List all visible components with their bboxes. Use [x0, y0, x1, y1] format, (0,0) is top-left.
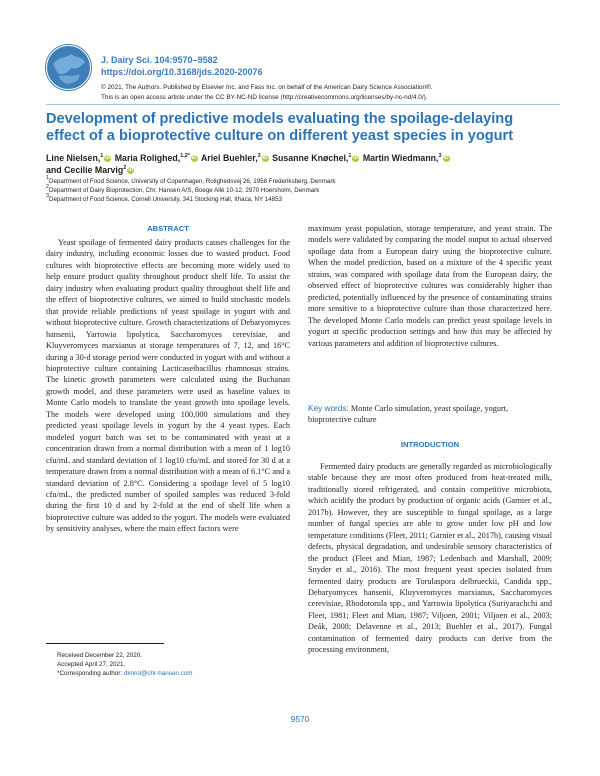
- footnotes: [57, 652, 193, 678]
- email-link[interactable]: dknrol@chr-hansen.com: [123, 669, 193, 677]
- header-divider: [46, 104, 560, 105]
- author-affiliation-mark: 1: [100, 153, 104, 159]
- abstract-text-continued: maximum yeast population, storage temperature, and yeast strain. The models were validated by comparing the model output to actual observed spoilage data from a European dairy using the bioprotective culture. When the model prediction, based on a mixture of the 4 specific yeast strains, was compared with spoilage data from the European dairy, the observed effect of bioprotective cultures was considerably higher than predicted, potentially influenced by the presence of contaminating strains more sensitive to a bioprotective culture than those characterized here. The developed Monte Carlo models can predict yeast spoilage levels in yogurt at specific production settings and how this may be affected by various parameters and addition of bioprotective cultures.: [308, 224, 552, 348]
- doi-link[interactable]: https://doi.org/10.3168/jds.2020-20076: [101, 67, 263, 77]
- author-affiliation-mark: 2: [123, 165, 127, 171]
- journal-reference: J. Dairy Sci. 104:9570–9582: [101, 55, 218, 65]
- globe-icon: [45, 44, 92, 91]
- abstract-right-column: [308, 223, 552, 349]
- copyright-line: © 2021, The Authors. Published by Elsevier Inc. and Fass Inc. on behalf of the American Dairy Science Association®.: [101, 84, 433, 91]
- author-affiliation-mark: 1: [348, 153, 352, 159]
- received-date: Received December 22, 2020.: [57, 652, 143, 659]
- author-affiliation-mark: 1,2*: [180, 153, 190, 159]
- footnote-divider: [46, 643, 164, 644]
- orcid-icon[interactable]: iD: [191, 155, 197, 162]
- author-name: Line Nielsen,: [46, 153, 101, 163]
- orcid-icon[interactable]: iD: [105, 155, 111, 162]
- keywords-text: Monte Carlo simulation, yeast spoilage, yogurt, bioprotective culture: [308, 404, 509, 425]
- affiliations: [46, 175, 560, 205]
- author-name: Ariel Buehler,: [200, 153, 258, 163]
- affiliation-number: 3: [46, 192, 49, 199]
- author-list: [46, 152, 560, 176]
- orcid-icon[interactable]: iD: [443, 155, 449, 162]
- corresponding-label: *Corresponding author:: [57, 669, 123, 677]
- author-affiliation-mark: 3: [438, 153, 442, 159]
- author-name: and Cecilie Marvig: [46, 165, 124, 175]
- keywords-label: Key words:: [308, 404, 349, 413]
- affiliation: [46, 175, 560, 187]
- author-affiliation-mark: 3: [257, 153, 261, 159]
- affiliation-text: Department of Food Science, University of Copenhagen, Rolighedsvej 26, 1958 Frederiksberg, Denmark: [49, 178, 336, 185]
- author-name: Maria Rolighed,: [114, 153, 181, 163]
- copyright-notice: [101, 83, 561, 103]
- orcid-icon[interactable]: iD: [353, 155, 359, 162]
- affiliation-number: 1: [46, 175, 49, 181]
- license-line[interactable]: This is an open access article under the CC BY-NC-ND license (http://creativecommons.org/licenses/by-nc-nd/4.0/).: [101, 94, 428, 101]
- affiliation-text: Department of Dairy Bioprotection, Chr. Hansen A/S, Boege Allé 10-12, 2970 Hoersholm, Denmark: [49, 186, 320, 194]
- introduction-heading: INTRODUCTION: [400, 440, 460, 449]
- affiliation: [46, 183, 560, 196]
- journal-logo: [45, 44, 92, 91]
- introduction-text: Fermented dairy products are generally regarded as microbiologically stable because they are most often produced from heat-treated milk, traditionally stored refrigerated, and contain competitive microbiota, which acidify the product by production of organic acids (Garnier et al., 2017b). However, they are susceptible to fungal spoilage, as a large number of fungal species are able to grow under low pH and low temperature conditions (Fleet, 2011; Garnier et al., 2017b), causing visual defects, physical degradation, and undesirable sensory characteristics of the product (Fleet and Mian, 1987; Ledenbach and Marshall, 2009; Snyder et al., 2016). The most frequent yeast species isolated from fermented dairy products are Torulaspora delbrueckii, Candida spp., Debaryomyces hansenii, Kluyveromyces marxianus, Saccharomyces cerevisiae, Rhodotorula spp., and Yarrowia lipolytica (Suriyarachchi and Fleet, 1981; Fleet and Mian, 1987; Viljoen, 2001; Viljoen et al., 2003; Deák, 2008; Delavenne et al., 2013; Buehler et al., 2017). Fungal contamination of fermented dairy products can derive from the processing environment,: [308, 462, 552, 655]
- affiliation: [46, 192, 560, 205]
- author-name: Martin Wiedmann,: [362, 153, 439, 163]
- affiliation-text: Department of Food Science, Cornell University, 341 Stocking Hall, Ithaca, NY 14853: [49, 195, 282, 203]
- abstract-left-column: [46, 237, 290, 535]
- keywords: [308, 403, 552, 426]
- corresponding-author: [57, 670, 193, 679]
- page-number: 9570: [290, 714, 310, 724]
- author-name: Susanne Knøchel,: [272, 153, 349, 163]
- orcid-icon[interactable]: iD: [128, 167, 134, 174]
- introduction-column: [308, 461, 552, 656]
- orcid-icon[interactable]: iD: [262, 155, 268, 162]
- article-title: Development of predictive models evaluating the spoilage-delaying effect of a bioprotective culture on different yeast species in yogurt: [46, 111, 514, 144]
- affiliation-number: 2: [46, 183, 49, 190]
- abstract-text: Yeast spoilage of fermented dairy products causes challenges for the dairy industry, including economic losses due to wasted product. Food cultures with bioprotective effects are becoming more widely used to help ensure product quality throughout product shelf life. To assist the dairy industry when evaluating product quality throughout shelf life and the effect of bioprotective cultures, we aimed to build stochastic models that provide reliable predictions of yeast spoilage in yogurt with and without bioprotective culture. Growth characterizations of Debaryomyces hansenii, Yarrowia lipolytica, Saccharomyces cerevisiae, and Kluyveromyces marxianus at storage temperatures of 7, 12, and 16°C during a 30-d storage period were conducted in yogurt with and without a bioprotective culture containing Lacticaseibacillus rhamnosus strains. The kinetic growth parameters were calculated using the Buchanan growth model, and these parameters were used as baseline values in Monte Carlo models to translate the yeast growth into spoilage levels. The models were developed using 100,000 simulations and they predicted yeast spoilage levels in yogurt by the 4 yeast types. Each modeled yogurt batch was set to be contaminated with yeast at a concentration drawn from a normal distribution with a mean of 1 log10 cfu/mL and standard deviation of 1 log10 cfu/mL and stored for 30 d at a temperature drawn from a normal distribution with a mean of 6.1°C and a standard deviation of 2.8°C. Considering a spoilage level of 5 log10 cfu/mL, the predicted number of spoiled samples was reduced 3-fold during the first 10 d and by 2-fold at the end of shelf life when a bioprotective culture was added to the yogurt. The models were evaluated by sensitivity analyses, where the main effect factors were: [46, 238, 290, 534]
- accepted-date: Accepted April 27, 2021.: [57, 660, 126, 668]
- abstract-heading: ABSTRACT: [147, 224, 189, 233]
